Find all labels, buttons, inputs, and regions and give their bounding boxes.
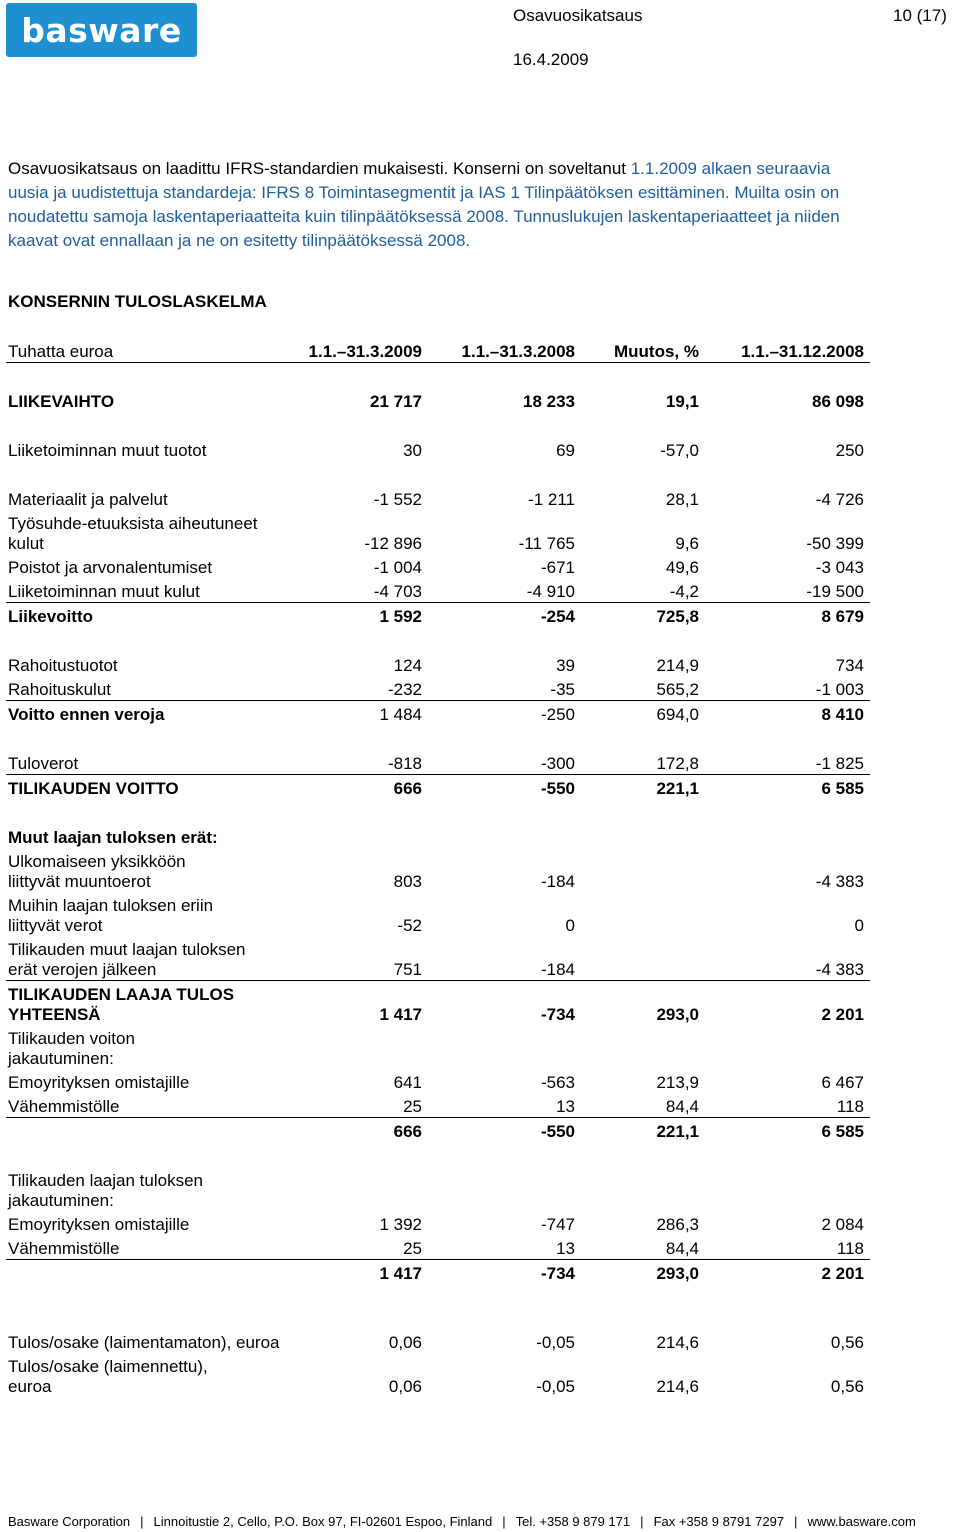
footer-address: Linnoitustie 2, Cello, P.O. Box 97, FI-02601 Espoo, Finland — [153, 1514, 493, 1529]
cell-value: 6 585 — [821, 1122, 864, 1141]
cell-value: 84,4 — [581, 1093, 705, 1118]
cell-value: -232 — [293, 676, 428, 701]
table-row — [6, 936, 870, 981]
column-header: 1.1.–31.3.2008 — [428, 338, 581, 363]
cell-value: 214,9 — [656, 656, 699, 675]
cell-value: 666 — [393, 1122, 422, 1141]
intro-text-5: noudatettu samoja laskentaperiaatteita kuin tilinpäätöksessä 2008. — [8, 207, 514, 226]
row-label: Voitto ennen veroja — [8, 705, 165, 724]
cell-value: 213,9 — [656, 1073, 699, 1092]
intro-text-6: Tunnuslukujen laskentaperiaatteet ja niiden — [513, 207, 840, 226]
cell-value: 8 679 — [821, 607, 864, 626]
page-footer: Basware Corporation | Linnoitustie 2, Cello, P.O. Box 97, FI-02601 Espoo, Finland | Tel. +358 9 879 171 | Fax +358 9 8791 7297 | www.basware.com — [8, 1514, 916, 1529]
cell-value: 1 392 — [379, 1215, 422, 1234]
cell-value: -734 — [540, 1005, 575, 1024]
column-header: 1.1.–31.3.2009 — [293, 338, 428, 363]
row-label: Rahoituskulut — [6, 676, 293, 701]
column-header: Tuhatta euroa — [6, 338, 293, 363]
row-label: Liiketoiminnan muut tuotot — [8, 441, 207, 460]
cell-value: 69 — [556, 441, 575, 460]
cell-value: -818 — [293, 750, 428, 775]
row-label: Liiketoiminnan muut kulut — [6, 578, 293, 603]
column-header: Muutos, % — [581, 338, 705, 363]
cell-value: -4 910 — [428, 578, 581, 603]
cell-value: -747 — [540, 1215, 575, 1234]
income-statement-table — [6, 338, 870, 1397]
row-label: Ulkomaiseen yksikköön liittyvät muuntoerot — [8, 852, 186, 891]
cell-value: -0,05 — [536, 1333, 575, 1352]
table-header-row — [6, 338, 870, 363]
cell-value: -4 383 — [705, 936, 870, 981]
table-row — [6, 775, 870, 800]
cell-value: -4 383 — [815, 872, 864, 891]
cell-value: 666 — [393, 779, 422, 798]
cell-value: 13 — [428, 1235, 581, 1260]
intro-text-4: Muilta osin on — [734, 183, 840, 202]
table-row — [6, 701, 870, 726]
cell-value: 1 417 — [379, 1264, 422, 1283]
cell-value: -184 — [428, 936, 581, 981]
cell-value: 0 — [565, 916, 575, 935]
intro-text-3: uusia ja uudistettuja standardeja: IFRS 8 Toimintasegmentit ja IAS 1 Tilinpäätöksen esittäminen. — [8, 183, 735, 202]
cell-value: 0 — [854, 916, 864, 935]
cell-value: -1 003 — [705, 676, 870, 701]
cell-value: -12 896 — [364, 534, 422, 553]
cell-value: 49,6 — [665, 558, 699, 577]
cell-value: -57,0 — [660, 441, 699, 460]
cell-value: 221,1 — [656, 1122, 699, 1141]
cell-value: 2 084 — [821, 1215, 864, 1234]
footer-company: Basware Corporation — [8, 1514, 131, 1529]
cell-value: -1 825 — [705, 750, 870, 775]
table-row — [6, 388, 870, 412]
table-row — [6, 1235, 870, 1260]
row-label: Tilikauden voiton jakautuminen: — [8, 1029, 135, 1068]
cell-value: -1 004 — [373, 558, 422, 577]
basware-logo: basware — [6, 3, 197, 57]
cell-value: 1 417 — [379, 1005, 422, 1024]
cell-value: -550 — [540, 779, 575, 798]
intro-text-2: 1.1.2009 alkaen seuraavia — [630, 159, 831, 178]
cell-value: 13 — [428, 1093, 581, 1118]
row-label: Tilikauden muut laajan tuloksen erät verojen jälkeen — [6, 936, 293, 981]
row-label: TILIKAUDEN VOITTO — [8, 779, 179, 798]
cell-value — [581, 848, 705, 892]
cell-value: 221,1 — [656, 779, 699, 798]
table-row — [6, 1211, 870, 1235]
cell-value: -50 399 — [806, 534, 864, 553]
cell-value: -4 726 — [815, 490, 864, 509]
table-row — [6, 437, 870, 461]
cell-value: -0,05 — [536, 1377, 575, 1396]
table-row — [6, 1167, 870, 1211]
intro-paragraph — [8, 157, 958, 253]
cell-value: 0,56 — [830, 1333, 864, 1352]
row-label — [6, 1118, 293, 1143]
intro-text-7: kaavat ovat ennallaan ja ne on esitetty tilinpäätöksessä 2008. — [8, 231, 471, 250]
cell-value: 293,0 — [656, 1264, 699, 1283]
cell-value: 8 410 — [821, 705, 864, 724]
cell-value: 1 484 — [379, 705, 422, 724]
row-label: Tilikauden laajan tuloksen jakautuminen: — [8, 1171, 203, 1210]
row-label: Muihin laajan tuloksen eriin liittyvät verot — [8, 896, 214, 935]
cell-value: 751 — [293, 936, 428, 981]
intro-text-1: Osavuosikatsaus on laadittu IFRS-standardien mukaisesti. Konserni on soveltanut — [8, 159, 631, 178]
cell-value: -52 — [397, 916, 422, 935]
cell-value: 39 — [556, 656, 575, 675]
cell-value: -3 043 — [815, 558, 864, 577]
cell-value: 734 — [835, 656, 864, 675]
cell-value: 803 — [393, 872, 422, 891]
cell-value: 6 467 — [821, 1073, 864, 1092]
table-row — [6, 1309, 870, 1353]
cell-value: 172,8 — [581, 750, 705, 775]
cell-value: 118 — [705, 1235, 870, 1260]
table-row — [6, 486, 870, 510]
section-title: KONSERNIN TULOSLASKELMA — [8, 292, 267, 311]
row-label: Tuloverot — [6, 750, 293, 775]
cell-value: -35 — [428, 676, 581, 701]
cell-value: 565,2 — [581, 676, 705, 701]
row-label: Tulos/osake (laimentamaton), euroa — [8, 1333, 280, 1352]
cell-value: -4,2 — [581, 578, 705, 603]
cell-value: 21 717 — [370, 392, 422, 411]
cell-value: 9,6 — [675, 534, 699, 553]
cell-value: 2 201 — [821, 1005, 864, 1024]
page-number: 10 (17) — [893, 6, 947, 25]
table-row — [6, 892, 870, 936]
cell-value: -254 — [540, 607, 575, 626]
cell-value: -184 — [540, 872, 575, 891]
table-row — [6, 578, 870, 603]
table-row — [6, 510, 870, 554]
table-row — [6, 824, 870, 848]
document-date: 16.4.2009 — [513, 50, 589, 69]
cell-value: 124 — [393, 656, 422, 675]
cell-value: 25 — [293, 1235, 428, 1260]
cell-value: -563 — [540, 1073, 575, 1092]
footer-fax: Fax +358 9 8791 7297 — [653, 1514, 785, 1529]
footer-tel: Tel. +358 9 879 171 — [515, 1514, 631, 1529]
cell-value: 250 — [835, 441, 864, 460]
row-label: Materiaalit ja palvelut — [8, 490, 168, 509]
table-row — [6, 1260, 870, 1285]
cell-value — [581, 936, 705, 981]
cell-value: -300 — [428, 750, 581, 775]
table-row — [6, 1118, 870, 1143]
cell-value: 214,6 — [656, 1333, 699, 1352]
cell-value: 214,6 — [656, 1377, 699, 1396]
row-label: Tulos/osake (laimennettu), euroa — [8, 1357, 208, 1396]
footer-web: www.basware.com — [807, 1514, 916, 1529]
cell-value: -734 — [540, 1264, 575, 1283]
cell-value: -19 500 — [705, 578, 870, 603]
cell-value: -250 — [540, 705, 575, 724]
table-row — [6, 1025, 870, 1069]
table-row — [6, 554, 870, 578]
cell-value: 286,3 — [656, 1215, 699, 1234]
cell-value: 641 — [393, 1073, 422, 1092]
cell-value: 0,06 — [388, 1377, 422, 1396]
cell-value: 118 — [705, 1093, 870, 1118]
cell-value: 725,8 — [656, 607, 699, 626]
column-header: 1.1.–31.12.2008 — [705, 338, 870, 363]
table-row — [6, 981, 870, 1026]
table-row — [6, 676, 870, 701]
cell-value: 0,06 — [388, 1333, 422, 1352]
row-label: Liikevoitto — [8, 607, 94, 626]
cell-value: 6 585 — [821, 779, 864, 798]
row-label: Emoyrityksen omistajille — [8, 1215, 190, 1234]
row-label — [6, 1260, 293, 1285]
row-label: Emoyrityksen omistajille — [8, 1073, 190, 1092]
table-row — [6, 1069, 870, 1093]
row-label: LIIKEVAIHTO — [8, 392, 115, 411]
cell-value: -11 765 — [518, 534, 575, 553]
cell-value: 0,56 — [830, 1377, 864, 1396]
table-row — [6, 1353, 870, 1397]
row-label: Vähemmistölle — [6, 1093, 293, 1118]
cell-value: 293,0 — [656, 1005, 699, 1024]
cell-value: 84,4 — [581, 1235, 705, 1260]
cell-value: 19,1 — [665, 392, 699, 411]
cell-value: -1 552 — [373, 490, 422, 509]
table-row — [6, 1093, 870, 1118]
cell-value: 1 592 — [379, 607, 422, 626]
table-row — [6, 652, 870, 676]
table-row — [6, 750, 870, 775]
cell-value — [581, 892, 705, 936]
row-label: Rahoitustuotot — [8, 656, 118, 675]
cell-value: 694,0 — [656, 705, 699, 724]
row-label: Muut laajan tuloksen erät: — [8, 828, 218, 847]
cell-value: 18 233 — [523, 392, 575, 411]
document-title: Osavuosikatsaus — [513, 6, 643, 25]
table-row — [6, 603, 870, 628]
cell-value: -550 — [540, 1122, 575, 1141]
cell-value: 2 201 — [821, 1264, 864, 1283]
table-row — [6, 848, 870, 892]
row-label: Poistot ja arvonalentumiset — [8, 558, 213, 577]
cell-value: -4 703 — [293, 578, 428, 603]
cell-value: 28,1 — [665, 490, 699, 509]
cell-value: -1 211 — [528, 490, 575, 509]
cell-value: -671 — [540, 558, 575, 577]
row-label: Vähemmistölle — [6, 1235, 293, 1260]
row-label: Työsuhde-etuuksista aiheutuneet kulut — [8, 514, 258, 553]
cell-value: 25 — [293, 1093, 428, 1118]
row-label: TILIKAUDEN LAAJA TULOS YHTEENSÄ — [8, 985, 235, 1024]
cell-value: 30 — [403, 441, 422, 460]
cell-value: 86 098 — [812, 392, 864, 411]
